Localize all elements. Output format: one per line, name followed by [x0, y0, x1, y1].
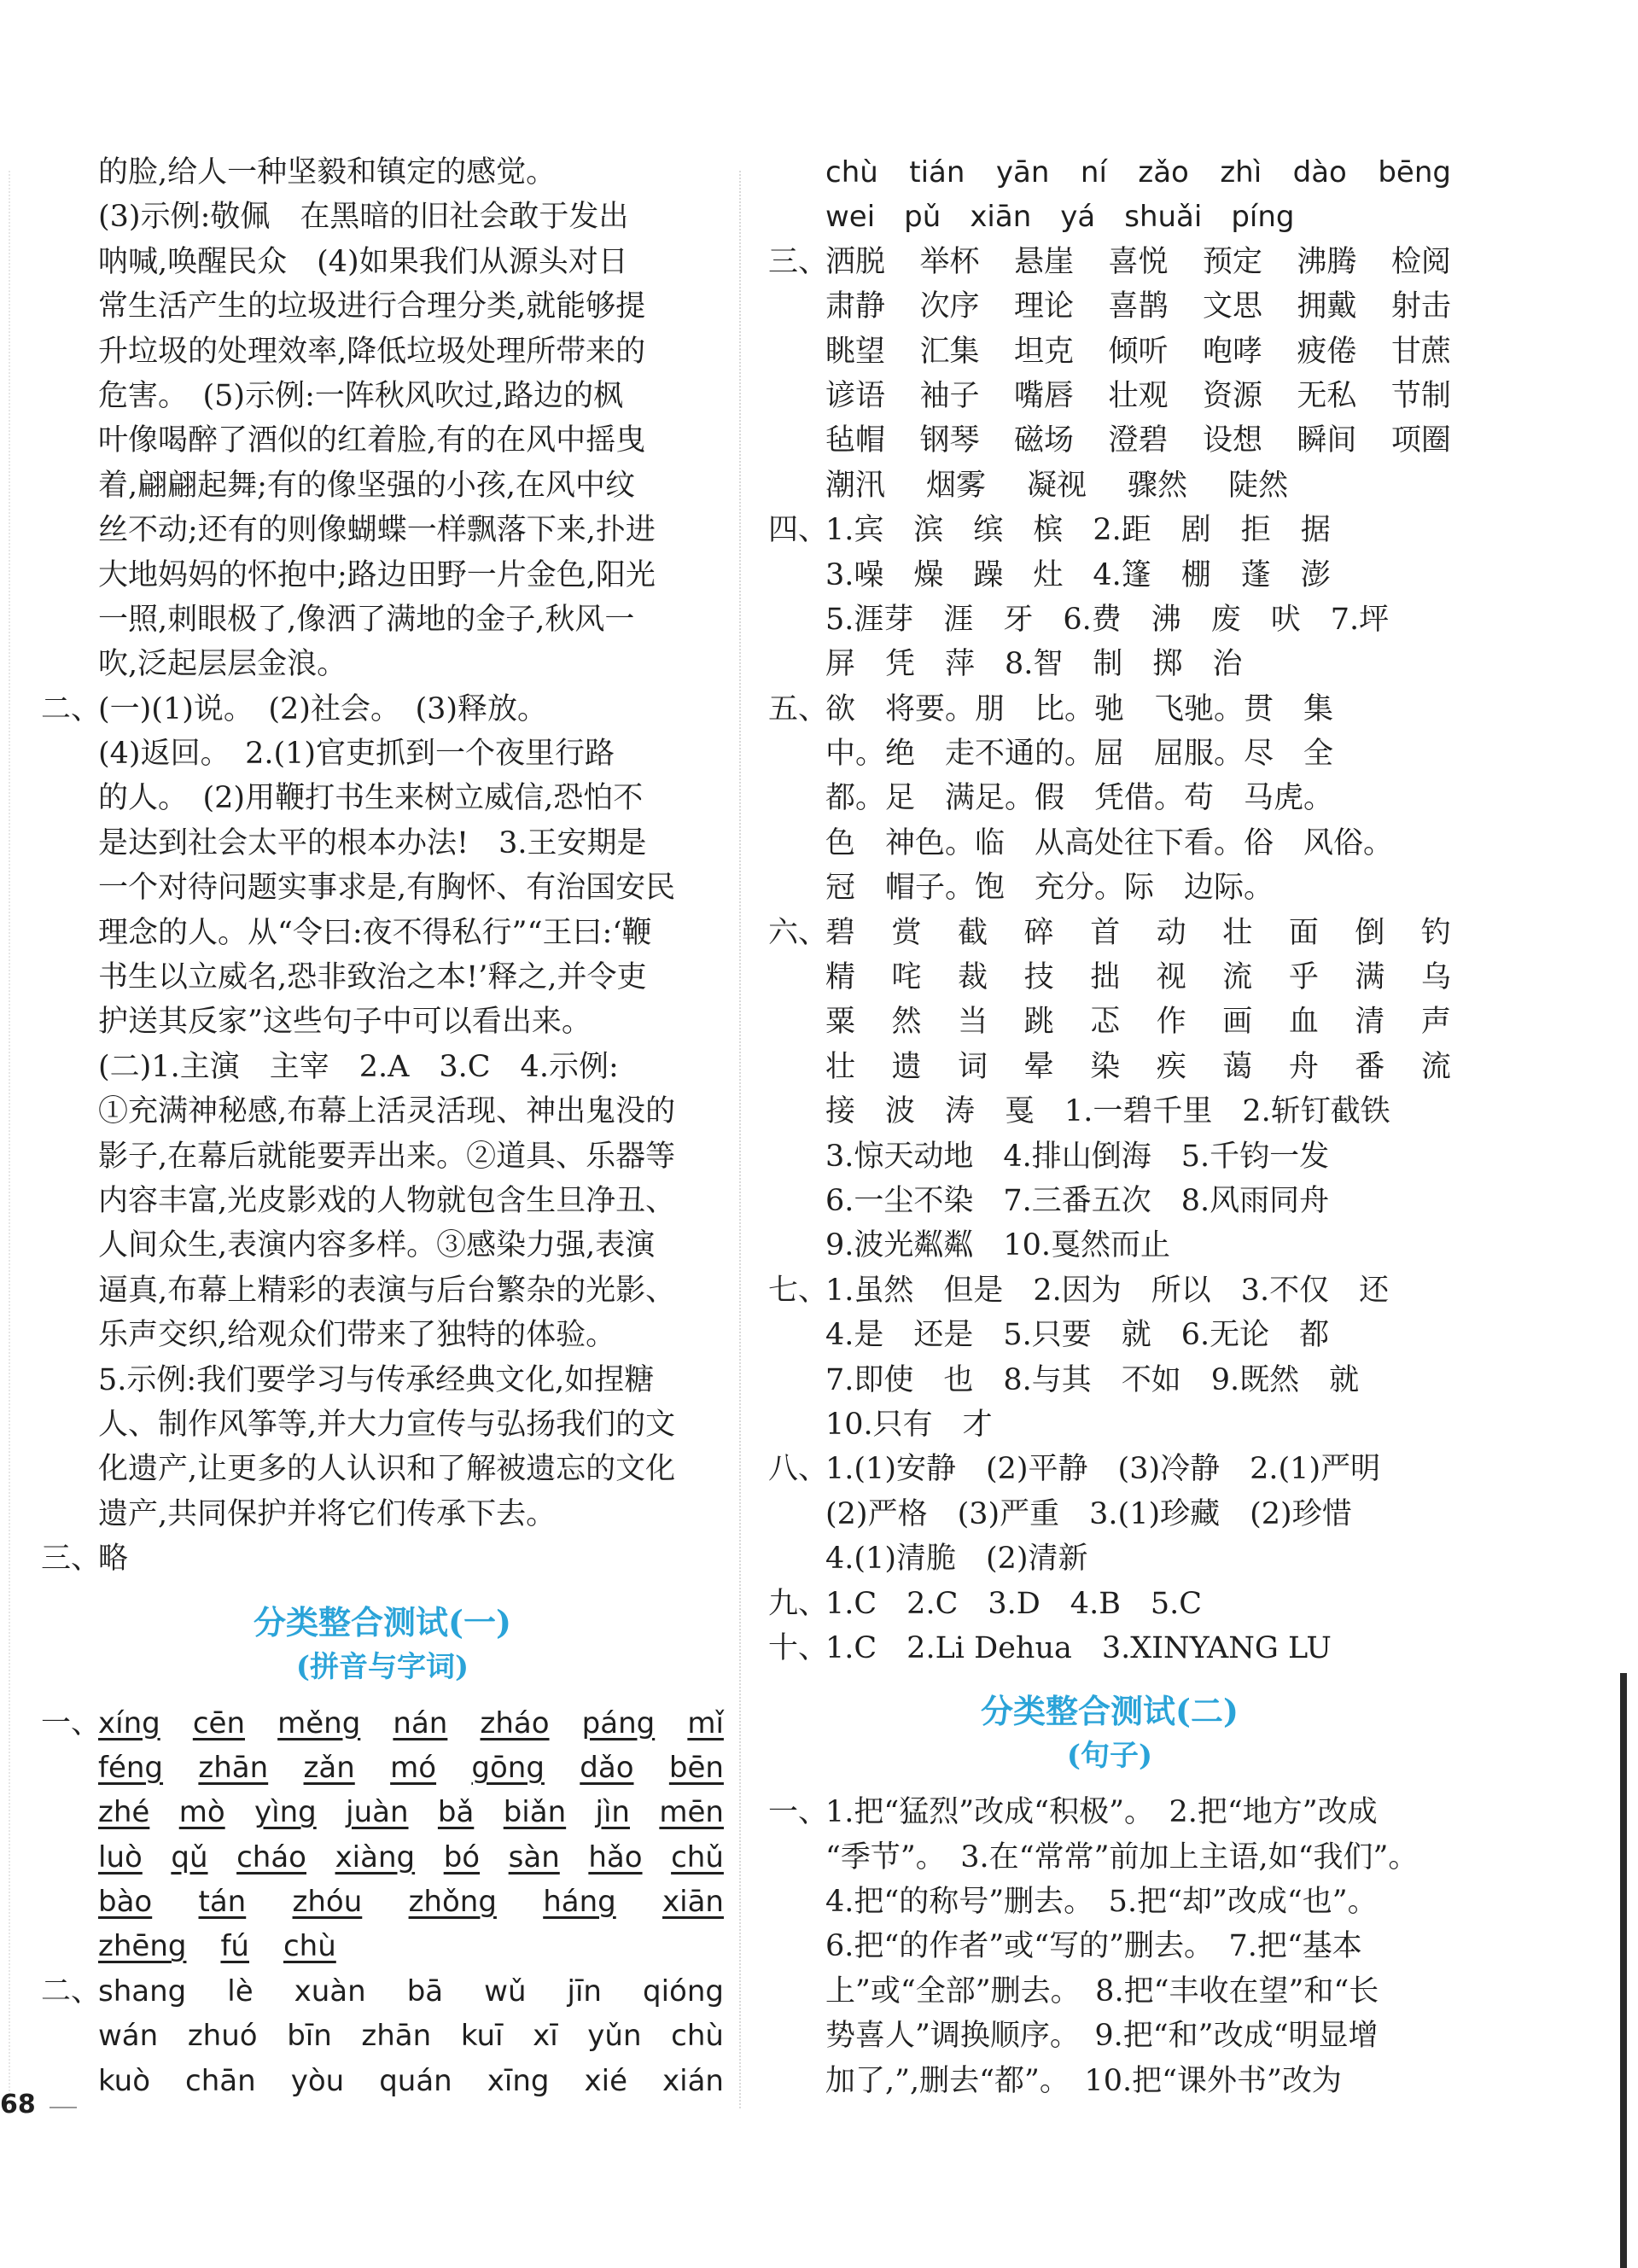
- text-line: 内容丰富,光皮影戏的人物就包含生旦净丑、: [98, 1183, 676, 1218]
- section-marker: 四、: [768, 513, 829, 548]
- list-item: zhǒng: [408, 1885, 497, 1920]
- list-item: zǎn: [303, 1750, 355, 1785]
- pinyin-row: [41, 1969, 724, 2014]
- text-line: 乐声交织,给观众们带来了独特的体验。: [98, 1318, 616, 1353]
- list-item: 文思: [1202, 289, 1262, 324]
- list-item: 技: [1023, 960, 1054, 995]
- list-item: chǔ: [671, 1839, 724, 1874]
- text-line: 5.涯芽 涯 牙 6.费 沸 废 吠 7.坪: [825, 602, 1390, 637]
- list-item: xíng: [98, 1705, 160, 1740]
- pinyin-list: [41, 1969, 724, 2014]
- list-item: 项圈: [1390, 423, 1451, 458]
- list-item: fú: [220, 1929, 249, 1964]
- text-line: (2)严格 (3)严重 3.(1)珍藏 (2)珍惜: [825, 1496, 1352, 1531]
- section-title: 分类整合测试(二): [981, 1692, 1239, 1731]
- list-item: píng: [1231, 200, 1295, 235]
- list-item: 节制: [1390, 378, 1451, 413]
- char-list: [768, 1000, 1451, 1044]
- text-line: (3)示例:敬佩 在黑暗的旧社会敢于发出: [98, 200, 629, 235]
- list-item: 陡然: [1228, 468, 1289, 503]
- list-item: 碎: [1023, 915, 1054, 950]
- list-item: chù: [283, 1929, 336, 1964]
- list-item: 无私: [1297, 378, 1357, 413]
- list-item: bā: [406, 1974, 444, 2009]
- list-item: 悬崖: [1013, 244, 1074, 279]
- list-item: nán: [393, 1705, 448, 1740]
- section-marker: 八、: [768, 1452, 829, 1487]
- list-item: 毡帽: [825, 423, 886, 458]
- text: 1.虽然 但是 2.因为 所以 3.不仅 还: [825, 1273, 1390, 1308]
- word-row: [768, 240, 1451, 284]
- pinyin-row: [41, 1746, 724, 1790]
- page-number: 68: [0, 2090, 36, 2119]
- word-row: [768, 464, 1451, 508]
- text-line: 接 波 涛 戛 1.一碧千里 2.斩钉截铁: [825, 1094, 1390, 1129]
- char-row: [768, 911, 1451, 955]
- char-list: [768, 955, 1451, 1000]
- list-item: bēn: [668, 1750, 724, 1785]
- text: 欲 将要。朋 比。驰 飞驰。贯 集: [825, 691, 1334, 726]
- char-row: [768, 1045, 1451, 1089]
- pinyin-list: [41, 1924, 724, 1968]
- section-marker: 一、: [41, 1705, 102, 1740]
- list-item: jīn: [567, 1974, 602, 2009]
- section-subtitle: (句子): [1066, 1739, 1153, 1774]
- list-item: 然: [891, 1005, 922, 1040]
- list-item: 理论: [1013, 289, 1074, 324]
- list-item: mēn: [659, 1795, 724, 1830]
- column-divider: [739, 171, 741, 2108]
- list-item: bó: [443, 1839, 481, 1874]
- word-row: [768, 329, 1451, 374]
- list-item: yìng: [254, 1795, 317, 1830]
- list-item: xiān: [662, 1885, 724, 1920]
- text-line: 危害。 (5)示例:一阵秋风吹过,路边的枫: [98, 378, 623, 413]
- section-marker: 二、: [41, 1974, 102, 2009]
- text-line: [41, 687, 724, 732]
- list-item: 画: [1222, 1005, 1253, 1040]
- text-line: 一个对待问题实事求是,有胸怀、有治国安民: [98, 871, 676, 906]
- list-item: cháo: [236, 1839, 306, 1874]
- list-item: 粟: [825, 1005, 856, 1040]
- list-item: 声: [1420, 1005, 1451, 1040]
- list-item: 潮汛: [825, 468, 886, 503]
- list-item: wei: [825, 200, 876, 235]
- list-item: bīn: [287, 2019, 332, 2054]
- text: 1.把“猛烈”改成“积极”。 2.把“地方”改成: [825, 1795, 1378, 1830]
- list-item: 肃静: [825, 289, 886, 324]
- list-item: chù: [671, 2019, 724, 2054]
- list-item: 眺望: [825, 334, 886, 369]
- text-line: 6.一尘不染 7.三番五次 8.风雨同舟: [825, 1183, 1330, 1218]
- pinyin-list: [41, 1701, 724, 1746]
- list-item: jìn: [595, 1795, 630, 1830]
- text-line: 10.只有 才: [825, 1407, 993, 1442]
- page-number-rule: [50, 2107, 77, 2108]
- text-line: 加了,”,删去“都”。 10.把“课外书”改为: [825, 2063, 1342, 2098]
- list-item: 蔼: [1222, 1049, 1253, 1084]
- list-item: 嘴唇: [1013, 378, 1074, 413]
- word-row: [768, 374, 1451, 418]
- text-line: 4.把“的称号”删去。 5.把“却”改成“也”。: [825, 1885, 1378, 1920]
- list-item: zhēng: [98, 1929, 187, 1964]
- list-item: 疾: [1156, 1049, 1186, 1084]
- list-item: 拙: [1090, 960, 1121, 995]
- text-line: 冠 帽子。饱 充分。际 边际。: [825, 871, 1274, 906]
- text-line: 是达到社会太平的根本办法! 3.王安期是: [98, 825, 647, 860]
- word-list: [768, 374, 1451, 418]
- text: 略: [98, 1542, 129, 1577]
- pinyin-list: [41, 1835, 724, 1880]
- list-item: kuò: [98, 2063, 150, 2098]
- list-item: 舟: [1288, 1049, 1319, 1084]
- text-line: [768, 1447, 1451, 1491]
- list-item: zhóu: [292, 1885, 363, 1920]
- text-line: 中。绝 走不通的。屈 屈服。尽 全: [825, 737, 1334, 772]
- section-marker: 一、: [768, 1795, 829, 1830]
- list-item: 疲倦: [1297, 334, 1357, 369]
- list-item: 染: [1090, 1049, 1121, 1084]
- text: 1.C 2.Li Dehua 3.XINYANG LU: [825, 1630, 1332, 1665]
- list-item: zhé: [98, 1795, 150, 1830]
- text: (一)(1)说。 (2)社会。 (3)释放。: [98, 691, 548, 726]
- list-item: 乎: [1288, 960, 1319, 995]
- list-item: 预定: [1202, 244, 1262, 279]
- list-item: yān: [995, 155, 1050, 189]
- list-item: 碧: [825, 915, 856, 950]
- list-item: 忑: [1090, 1005, 1121, 1040]
- list-item: shang: [98, 1974, 187, 2009]
- text-line: 3.噪 燥 躁 灶 4.篷 棚 蓬 澎: [825, 557, 1331, 592]
- list-item: 跳: [1023, 1005, 1054, 1040]
- list-item: mǐ: [687, 1705, 724, 1740]
- list-item: zǎo: [1138, 155, 1189, 189]
- section-marker: 九、: [768, 1586, 829, 1621]
- char-list: [768, 911, 1451, 955]
- list-item: xián: [662, 2063, 724, 2098]
- list-item: gōng: [471, 1750, 545, 1785]
- list-item: dǎo: [580, 1750, 634, 1785]
- list-item: 举杯: [919, 244, 980, 279]
- text-line: 大地妈妈的怀抱中;路边田野一片金色,阳光: [98, 557, 656, 592]
- list-item: biǎn: [503, 1795, 567, 1830]
- list-item: qióng: [643, 1974, 724, 2009]
- list-item: xuàn: [294, 1974, 366, 2009]
- text-line: 呐喊,唤醒民众 (4)如果我们从源头对日: [98, 244, 628, 279]
- list-item: wǔ: [484, 1974, 527, 2009]
- list-item: bǎ: [437, 1795, 475, 1830]
- text-line: ①充满神秘感,布幕上活灵活现、神出鬼没的: [98, 1094, 676, 1129]
- text-line: 人间众生,表演内容多样。③感染力强,表演: [98, 1228, 656, 1263]
- word-list: [768, 240, 1451, 284]
- list-item: féng: [98, 1750, 164, 1785]
- word-list: [768, 329, 1451, 374]
- list-item: 当: [958, 1005, 988, 1040]
- text-line: 影子,在幕后就能要弄出来。②道具、乐器等: [98, 1139, 676, 1174]
- text-line: (4)返回。 2.(1)官吏抓到一个夜里行路: [98, 737, 615, 772]
- text: 1.宾 滨 缤 槟 2.距 剧 拒 据: [825, 513, 1331, 548]
- list-item: 瞬间: [1297, 423, 1357, 458]
- list-item: 流: [1420, 1049, 1451, 1084]
- pinyin-list: [41, 2059, 724, 2103]
- list-item: 乌: [1420, 960, 1451, 995]
- list-item: měng: [277, 1705, 361, 1740]
- list-item: 检阅: [1390, 244, 1451, 279]
- section-marker: 二、: [41, 691, 102, 726]
- list-item: yǔn: [587, 2019, 642, 2054]
- list-item: 番: [1355, 1049, 1385, 1084]
- list-item: xiàng: [335, 1839, 416, 1874]
- list-item: luò: [98, 1839, 143, 1874]
- right-column: [768, 150, 1451, 2103]
- pinyin-list: [768, 195, 1451, 239]
- list-item: bēng: [1378, 155, 1451, 189]
- list-item: zhuó: [187, 2019, 258, 2054]
- list-item: tán: [198, 1885, 247, 1920]
- word-list: [768, 464, 1451, 508]
- text-line: 屏 凭 萍 8.智 制 掷 治: [825, 647, 1243, 682]
- list-item: ní: [1080, 155, 1107, 189]
- list-item: 壮: [1222, 915, 1253, 950]
- binding-shadow: [1620, 1673, 1627, 2268]
- pinyin-row: [41, 1790, 724, 1834]
- text-line: 丝不动;还有的则像蝴蝶一样飘落下来,扑进: [98, 513, 656, 548]
- word-list: [768, 284, 1451, 329]
- list-item: quán: [379, 2063, 452, 2098]
- list-item: lè: [227, 1974, 254, 2009]
- list-item: 晕: [1023, 1049, 1054, 1084]
- list-item: 袖子: [919, 378, 980, 413]
- list-item: 骤然: [1128, 468, 1188, 503]
- list-item: 拥戴: [1297, 289, 1357, 324]
- section-marker: 三、: [768, 244, 829, 279]
- pinyin-row: [768, 150, 1451, 195]
- list-item: juàn: [346, 1795, 409, 1830]
- text-line: 的脸,给人一种坚毅和镇定的感觉。: [98, 155, 557, 189]
- list-item: 截: [958, 915, 988, 950]
- list-item: pǔ: [904, 200, 941, 235]
- text-line: 逼真,布幕上精彩的表演与后台繁杂的光影、: [98, 1273, 676, 1308]
- text-line: [768, 687, 1451, 732]
- list-item: 洒脱: [825, 244, 886, 279]
- pinyin-list: [41, 1746, 724, 1790]
- list-item: 钢琴: [919, 423, 980, 458]
- list-item: 面: [1288, 915, 1319, 950]
- section-marker: 三、: [41, 1542, 102, 1577]
- list-item: 裁: [958, 960, 988, 995]
- list-item: 词: [958, 1049, 988, 1084]
- text-line: 9.波光粼粼 10.戛然而止: [825, 1228, 1171, 1263]
- list-item: qǔ: [171, 1839, 208, 1874]
- list-item: cēn: [192, 1705, 245, 1740]
- char-list: [768, 1045, 1451, 1089]
- list-item: 资源: [1202, 378, 1262, 413]
- list-item: shuǎi: [1124, 200, 1203, 235]
- text-line: [768, 508, 1451, 552]
- list-item: 壮观: [1108, 378, 1169, 413]
- list-item: 次序: [919, 289, 980, 324]
- list-item: 设想: [1202, 423, 1262, 458]
- list-item: 咆哮: [1202, 334, 1262, 369]
- word-row: [768, 418, 1451, 463]
- list-item: 清: [1355, 1005, 1385, 1040]
- pinyin-list: [41, 2014, 724, 2058]
- text-line: 3.惊天动地 4.排山倒海 5.千钧一发: [825, 1139, 1330, 1174]
- section-marker: 七、: [768, 1273, 829, 1308]
- list-item: 视: [1156, 960, 1186, 995]
- text: 1.(1)安静 (2)平静 (3)冷静 2.(1)严明: [825, 1452, 1381, 1487]
- list-item: 遗: [891, 1049, 922, 1084]
- text-line: 一照,刺眼极了,像洒了满地的金子,秋风一: [98, 602, 635, 637]
- text-line: 常生活产生的垃圾进行合理分类,就能够提: [98, 289, 646, 324]
- list-item: bào: [98, 1885, 153, 1920]
- list-item: sàn: [508, 1839, 560, 1874]
- left-column: [41, 150, 724, 2103]
- pinyin-row: [768, 195, 1451, 239]
- word-row: [768, 284, 1451, 329]
- text-line: 着,翩翩起舞;有的像坚强的小孩,在风中纹: [98, 468, 636, 503]
- list-item: yá: [1060, 200, 1096, 235]
- text-line: 书生以立威名,恐非致治之本!’释之,并令吏: [98, 960, 647, 995]
- list-item: 动: [1156, 915, 1186, 950]
- pinyin-row: [41, 2014, 724, 2058]
- text-line: 理念的人。从“令曰:夜不得私行”“王曰:‘鞭: [98, 915, 652, 950]
- list-item: yòu: [290, 2063, 345, 2098]
- list-item: 赏: [891, 915, 922, 950]
- text-line: [768, 1790, 1451, 1834]
- list-item: mò: [178, 1795, 225, 1830]
- list-item: 喜悦: [1108, 244, 1169, 279]
- text-line: 6.把“的作者”或“写的”删去。 7.把“基本: [825, 1929, 1362, 1964]
- list-item: 喜鹊: [1108, 289, 1169, 324]
- char-row: [768, 1000, 1451, 1044]
- list-item: 坦克: [1013, 334, 1074, 369]
- pinyin-row: [41, 1701, 724, 1746]
- list-item: 首: [1090, 915, 1121, 950]
- text-line: 势喜人”调换顺序。 9.把“和”改成“明显增: [825, 2019, 1379, 2054]
- pinyin-list: [768, 150, 1451, 195]
- text-line: 色 神色。临 从高处往下看。俗 风俗。: [825, 825, 1394, 860]
- list-item: chù: [825, 155, 878, 189]
- list-item: 倒: [1355, 915, 1385, 950]
- page-edge-left: [9, 171, 10, 2108]
- char-row: [768, 955, 1451, 1000]
- text-line: 化遗产,让更多的人认识和了解被遗忘的文化: [98, 1452, 676, 1487]
- list-item: zhān: [198, 1750, 269, 1785]
- list-item: zhān: [361, 2019, 432, 2054]
- pinyin-row: [41, 1835, 724, 1880]
- list-item: xīng: [487, 2063, 550, 2098]
- text-line: 升垃圾的处理效率,降低垃圾处理所带来的: [98, 334, 646, 369]
- list-item: tián: [909, 155, 965, 189]
- list-item: 精: [825, 960, 856, 995]
- section-marker: 六、: [768, 915, 829, 950]
- list-item: 流: [1222, 960, 1253, 995]
- list-item: 射击: [1390, 289, 1451, 324]
- text-line: 上”或“全部”删去。 8.把“丰收在望”和“长: [825, 1974, 1379, 2009]
- text-line: (二)1.主演 主宰 2.A 3.C 4.示例:: [98, 1049, 619, 1084]
- text-line: 都。足 满足。假 凭借。苟 马虎。: [825, 781, 1334, 816]
- text-line: 吹,泛起层层金浪。: [98, 647, 347, 682]
- text-line: 叶像喝醉了酒似的红着脸,有的在风中摇曳: [98, 423, 646, 458]
- list-item: 汇集: [919, 334, 980, 369]
- pinyin-list: [41, 1790, 724, 1834]
- pinyin-row: [41, 1924, 724, 1968]
- list-item: xī: [533, 2019, 558, 2054]
- pinyin-row: [41, 2059, 724, 2103]
- section-subtitle: (拼音与字词): [295, 1649, 469, 1684]
- text-line: [768, 1268, 1451, 1313]
- list-item: háng: [543, 1885, 616, 1920]
- list-item: 钓: [1420, 915, 1451, 950]
- list-item: 作: [1156, 1005, 1186, 1040]
- text-line: 的人。 (2)用鞭打书生来树立威信,恐怕不: [98, 781, 644, 816]
- list-item: wán: [98, 2019, 159, 2054]
- text-line: [768, 1626, 1451, 1670]
- list-item: 血: [1288, 1005, 1319, 1040]
- text: 1.C 2.C 3.D 4.B 5.C: [825, 1586, 1203, 1621]
- text-line: [768, 1582, 1451, 1626]
- list-item: 凝视: [1027, 468, 1087, 503]
- list-item: 谚语: [825, 378, 886, 413]
- text-line: 4.是 还是 5.只要 就 6.无论 都: [825, 1318, 1330, 1353]
- list-item: zháo: [480, 1705, 550, 1740]
- section-title: 分类整合测试(一): [254, 1602, 511, 1641]
- list-item: chān: [185, 2063, 256, 2098]
- list-item: 壮: [825, 1049, 856, 1084]
- text-line: [41, 1536, 724, 1581]
- list-item: 澄碧: [1108, 423, 1169, 458]
- list-item: dào: [1292, 155, 1347, 189]
- text-line: 遗产,共同保护并将它们传承下去。: [98, 1496, 557, 1531]
- pinyin-row: [41, 1880, 724, 1924]
- word-list: [768, 418, 1451, 463]
- list-item: 满: [1355, 960, 1385, 995]
- text-line: 7.即使 也 8.与其 不如 9.既然 就: [825, 1362, 1360, 1397]
- section-marker: 五、: [768, 691, 829, 726]
- list-item: 咤: [891, 960, 922, 995]
- list-item: páng: [581, 1705, 656, 1740]
- list-item: 磁场: [1013, 423, 1074, 458]
- text-line: 护送其反家”这些句子中可以看出来。: [98, 1005, 592, 1040]
- list-item: xié: [584, 2063, 627, 2098]
- list-item: mó: [390, 1750, 437, 1785]
- list-item: hǎo: [588, 1839, 643, 1874]
- list-item: 沸腾: [1297, 244, 1357, 279]
- list-item: 甘蔗: [1390, 334, 1451, 369]
- list-item: zhì: [1220, 155, 1262, 189]
- text-line: 5.示例:我们要学习与传承经典文化,如捏糖: [98, 1362, 655, 1397]
- text-line: 人、制作风筝等,并大力宣传与弘扬我们的文: [98, 1407, 676, 1442]
- text-line: 4.(1)清脆 (2)清新: [825, 1542, 1088, 1577]
- list-item: 倾听: [1108, 334, 1169, 369]
- list-item: xiān: [970, 200, 1032, 235]
- text-line: “季节”。 3.在“常常”前加上主语,如“我们”。: [825, 1839, 1419, 1874]
- pinyin-list: [41, 1880, 724, 1924]
- list-item: kuī: [460, 2019, 504, 2054]
- section-marker: 十、: [768, 1630, 829, 1665]
- list-item: 烟雾: [926, 468, 987, 503]
